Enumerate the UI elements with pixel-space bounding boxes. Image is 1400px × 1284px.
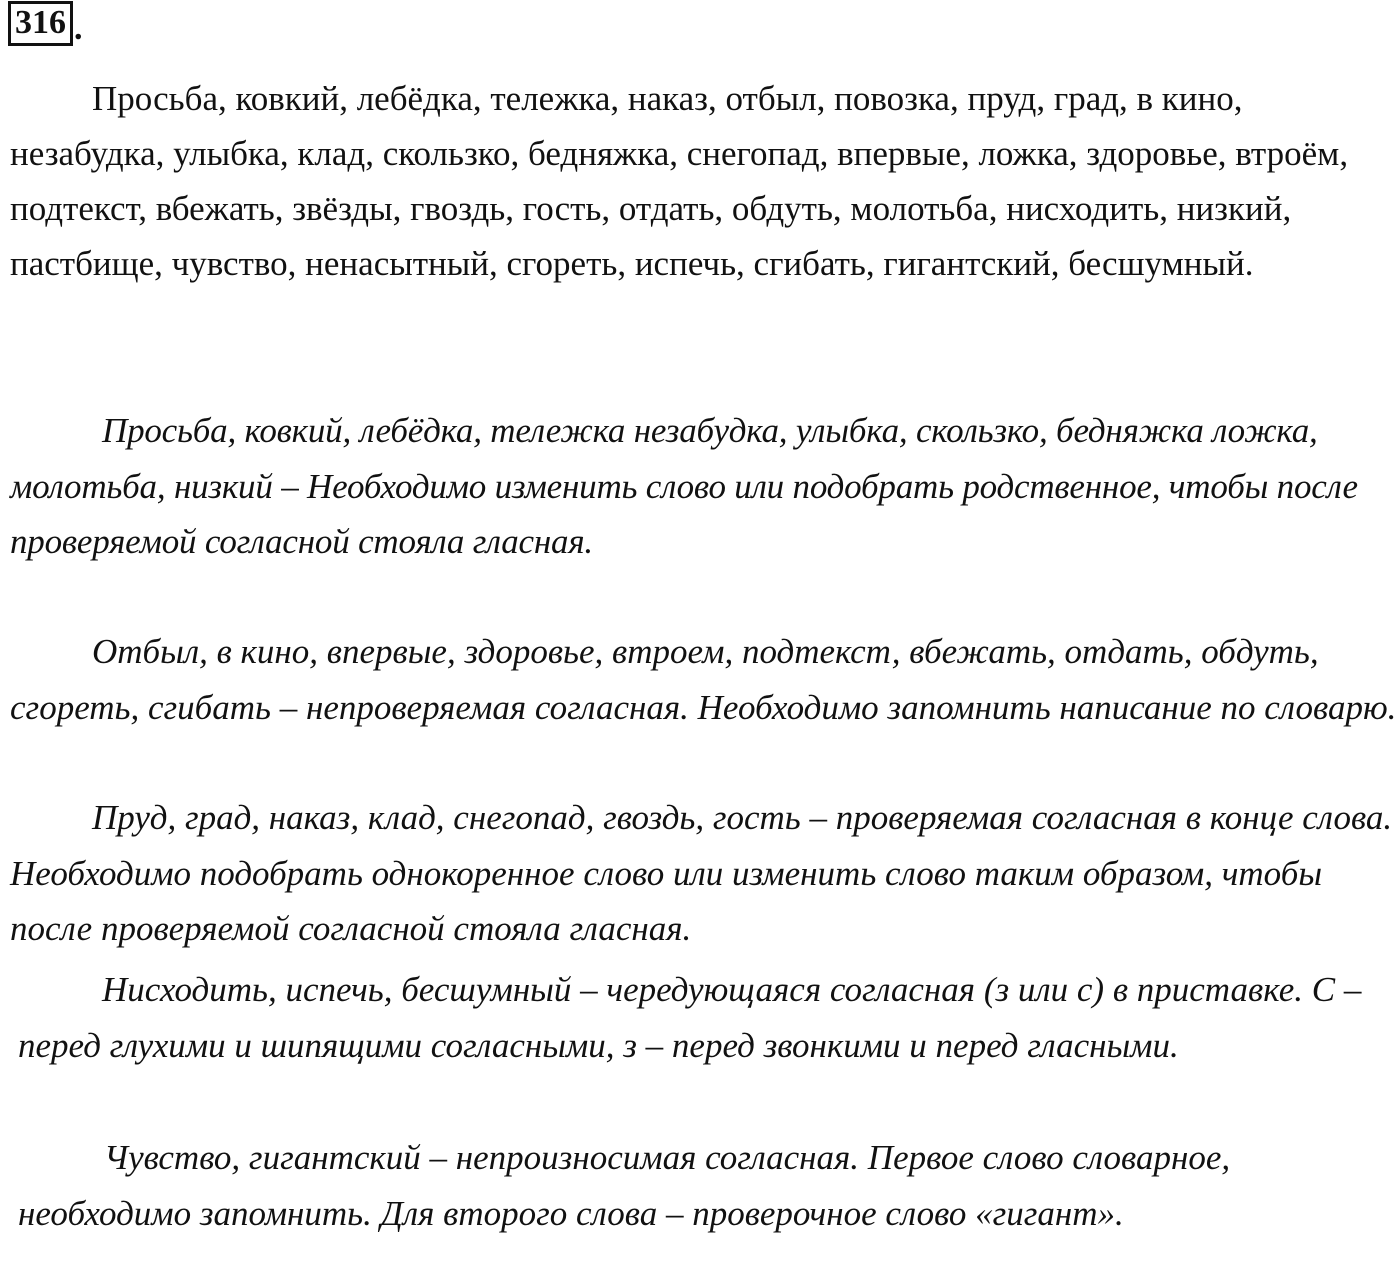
exercise-number-dot: . — [74, 10, 83, 47]
task-text: Просьба, ковкий, лебёдка, тележка, наказ, отбыл, повозка, пруд, град, в кино, незабудка, улыбка, клад, скользко, бедняжка, снегопад, впервые, ложка, здоровье, втроём, подтекст, вбежать, звёзды, гвоздь, гость, отдать, обдуть, молотьба, нисходить, низкий, пастбище, чувство, ненасытный, сгореть, испечь, сгибать, гигантский, бесшумный. — [10, 79, 1349, 283]
answer-paragraph-5: Чувство, гигантский – непроизносимая согласная. Первое слово словарное, необходимо запомнить. Для второго слова – проверочное слово «гигант». — [18, 1138, 1231, 1233]
answer-paragraph-1: Просьба, ковкий, лебёдка, тележка незабудка, улыбка, скользко, бедняжка ложка, молотьба, низкий – Необходимо изменить слово или подобрать родственное, чтобы после проверяемой согласной стояла гласная. — [10, 411, 1358, 561]
answer-paragraph-3: Пруд, град, наказ, клад, снегопад, гвоздь, гость – проверяемая согласная в конце слова. Необходимо подобрать однокоренное слово или изменить слово таким образом, чтобы после проверяемой согласной стояла гласная. — [10, 798, 1393, 948]
answer-paragraph-2: Отбыл, в кино, впервые, здоровье, втроем, подтекст, вбежать, отдать, обдуть, сгореть, сгибать – непроверяемая согласная. Необходимо запомнить написание по словарю. — [10, 632, 1397, 727]
exercise-number-box: 316 — [8, 1, 73, 46]
exercise-number — [8, 6, 83, 46]
answer-paragraph-4: Нисходить, испечь, бесшумный – чередующаяся согласная (з или с) в приставке. С – перед глухими и шипящими согласными, з – перед звонкими и перед гласными. — [18, 970, 1362, 1065]
